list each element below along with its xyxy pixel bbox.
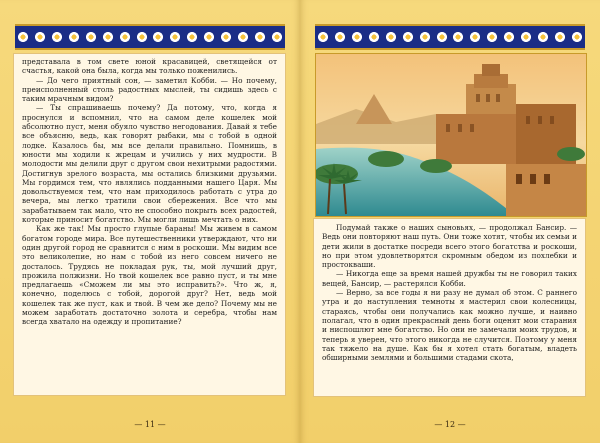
rosette-icon	[271, 31, 283, 43]
rosette-icon	[220, 31, 232, 43]
rosette-icon	[317, 31, 329, 43]
left-text-panel	[13, 53, 286, 396]
rosette-icon	[17, 31, 29, 43]
ornamental-border	[315, 24, 585, 50]
paragraph: — До чего приятный сон, — заметил Кобби. — Но почему, преисполненный столь радостных мыслей, ты сидишь здесь с таким мрачным видом?	[22, 75, 277, 104]
paragraph: Подумай также о наших сыновьях, — продолжал Бансир. — Ведь они повторяют наш путь. Они тоже хотят, чтобы их семьи и дети жили в достатке посреди всего этого богатства и роскоши, но при этом удовлетворятся скромным обедом из похлебки и простокваши.	[322, 223, 577, 270]
rosette-icon	[186, 31, 198, 43]
paragraph: представала в том свете юной красавицей, светящейся от счастья, какой она была, когда мы только поженились.	[22, 57, 277, 76]
rosette-icon	[169, 31, 181, 43]
rosette-icon	[237, 31, 249, 43]
rosette-icon	[119, 31, 131, 43]
rosette-icon	[436, 31, 448, 43]
rosette-icon	[368, 31, 380, 43]
rosette-icon	[102, 31, 114, 43]
rosette-icon	[469, 31, 481, 43]
right-page	[300, 0, 600, 443]
paragraph: — Ты спрашиваешь почему? Да потому, что, когда я проснулся и вспомнил, что на самом деле кошелек мой абсолютно пуст, меня обуяло чувство негодования. Давай я тебе все объясню, ведь, как говорят рыбаки, мы с тобой в одной лодке. Казалось бы, мы все делали правильно. Помнишь, в юности мы ходили к жрецам и учились у них мудрости. В молодости мы делили друг с другом свои нехитрыми радостями. Достигнув зрелого возраста, мы остались близкими друзьями. Мы гордимся тем, что являлись подданными нашего Царя. Мы довольствуемся тем, что нам приходилось работать с утра до вечера, мы легко тратили свои сбережения. Все что мы зарабатываем так мало, что не способно покрыть всех радостей, которые приносит богатство. Мы могли лишь мечтать о них.	[22, 103, 277, 225]
babylon-city-illustration	[315, 53, 587, 217]
rosette-icon	[351, 31, 363, 43]
rosette-icon	[419, 31, 431, 43]
rosette-icon	[452, 31, 464, 43]
rosette-icon	[385, 31, 397, 43]
rosette-icon	[51, 31, 63, 43]
rosette-icon	[571, 31, 583, 43]
rosette-icon	[34, 31, 46, 43]
page-number: — 11 —	[134, 420, 166, 429]
rosette-icon	[152, 31, 164, 43]
rosette-icon	[503, 31, 515, 43]
rosette-icon	[520, 31, 532, 43]
paragraph: — Никогда еще за время нашей дружбы ты не говорил таких вещей, Бансир, — растерялся Кобби.	[322, 269, 577, 288]
ornamental-border	[15, 24, 285, 50]
rosette-icon	[136, 31, 148, 43]
rosette-icon	[486, 31, 498, 43]
rosette-icon	[537, 31, 549, 43]
paragraph: Как же так! Мы просто глупые бараны! Мы живем в самом богатом городе мира. Все путешественники утверждают, что ни один другой город не сравнится с ним в роскоши. Мы видим все это великолепие, но нам с тобой из него совсем ничего не досталось. Трудясь не покладая рук, ты, мой лучший друг, прожила полжизни. Но твой кошелек все равно пуст, и ты мне предлагаешь «Сможем ли мы это исправить?». Что ж, я, конечно, поделюсь с тобой, дорогой друг? Нет, ведь мой кошелек так же пуст, как и твой. В чем же дело? Почему мы не можем заработать достаточно золота и серебра, чтобы нам всегда хватало на одежду и пропитание?	[22, 224, 277, 327]
rosette-icon	[254, 31, 266, 43]
rosette-icon	[402, 31, 414, 43]
rosette-icon	[68, 31, 80, 43]
right-text-panel	[313, 218, 586, 397]
rosette-icon	[334, 31, 346, 43]
paragraph: — Верно, за все годы я ни разу не думал об этом. С раннего утра и до наступления темноты я мастерил свои колесницы, стараясь, чтобы они получались как можно лучше, и наивно полагал, что в один прекрасный день боги оценят мои старания и ниспошлют мне богатство. Но они не замечали моих трудов, и теперь я уверен, что этого никогда не случится. Поэтому у меня так тяжело на душе. Как бы я хотел стать богатым, владеть обширными землями и большими стадами скота,	[322, 288, 577, 363]
rosette-icon	[85, 31, 97, 43]
rosette-icon	[554, 31, 566, 43]
page-number: — 12 —	[434, 420, 466, 429]
rosette-icon	[203, 31, 215, 43]
